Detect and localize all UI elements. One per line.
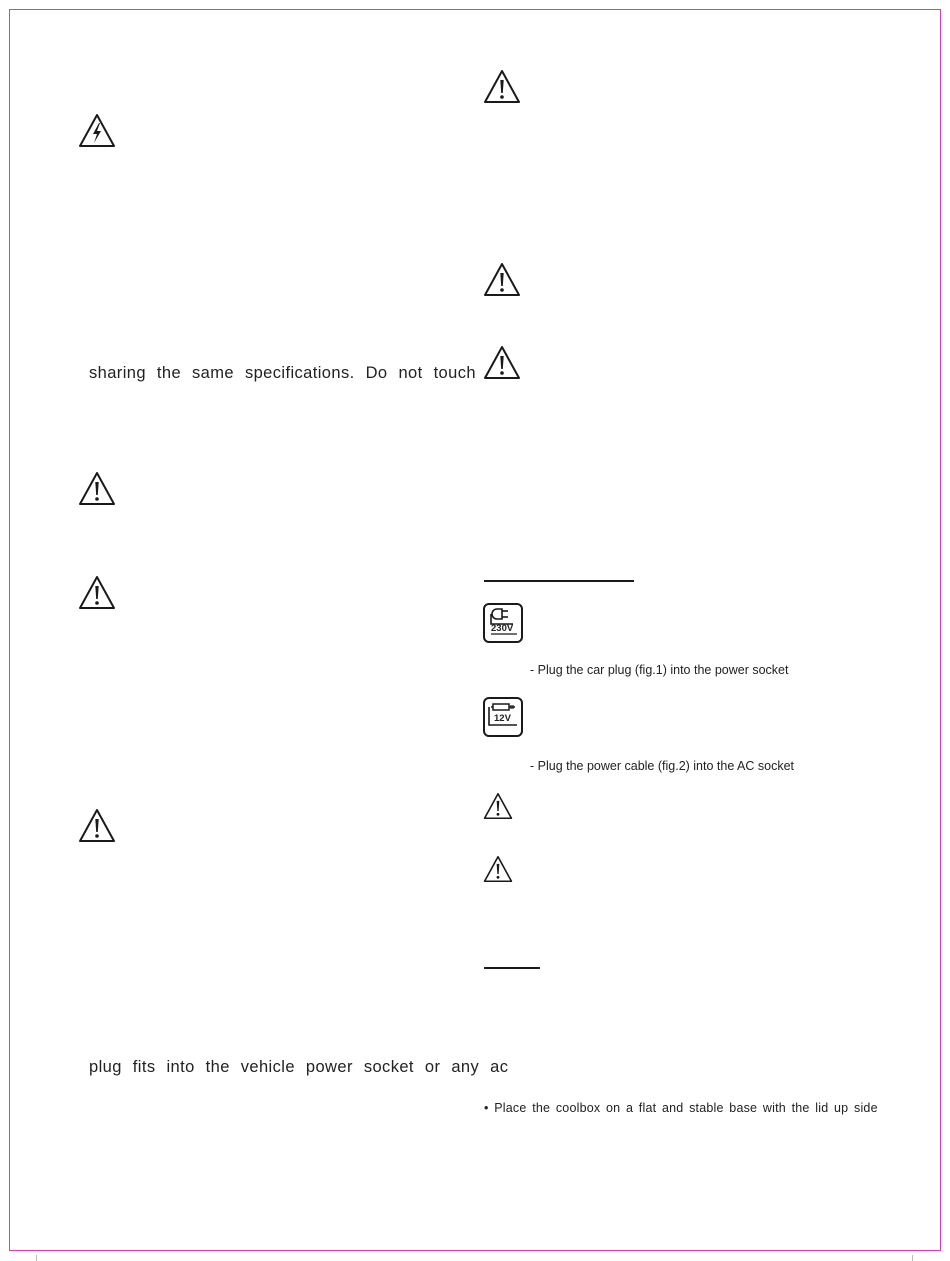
plug-text-line: plug fits into the vehicle power socket or any ac: [89, 1058, 509, 1076]
car-plug-icon: [483, 697, 523, 737]
warning-triangle-icon: [483, 855, 513, 883]
warning-triangle-icon: [483, 69, 521, 104]
mains-badge-label: 230V: [491, 623, 514, 634]
spec-text-line: sharing the same specifications. Do not touch: [89, 364, 476, 382]
crop-mark: [912, 1255, 913, 1261]
car-badge-label: 12V: [494, 713, 511, 724]
warning-triangle-icon: [483, 345, 521, 380]
bullet-place-coolbox: • Place the coolbox on a flat and stable base with the lid up side: [484, 1101, 878, 1115]
section-heading-rule: [484, 967, 540, 969]
section-heading-rule: [484, 580, 634, 582]
warning-triangle-icon: [78, 808, 116, 843]
warning-triangle-icon: [78, 471, 116, 506]
warning-triangle-icon: [483, 792, 513, 820]
step-car-plug: - Plug the car plug (fig.1) into the power socket: [530, 663, 789, 677]
step-power-cable: - Plug the power cable (fig.2) into the AC socket: [530, 759, 795, 773]
mains-plug-icon: [483, 603, 523, 643]
electric-shock-warning-icon: [78, 113, 116, 148]
warning-triangle-icon: [78, 575, 116, 610]
crop-mark: [36, 1255, 37, 1261]
warning-triangle-icon: [483, 262, 521, 297]
